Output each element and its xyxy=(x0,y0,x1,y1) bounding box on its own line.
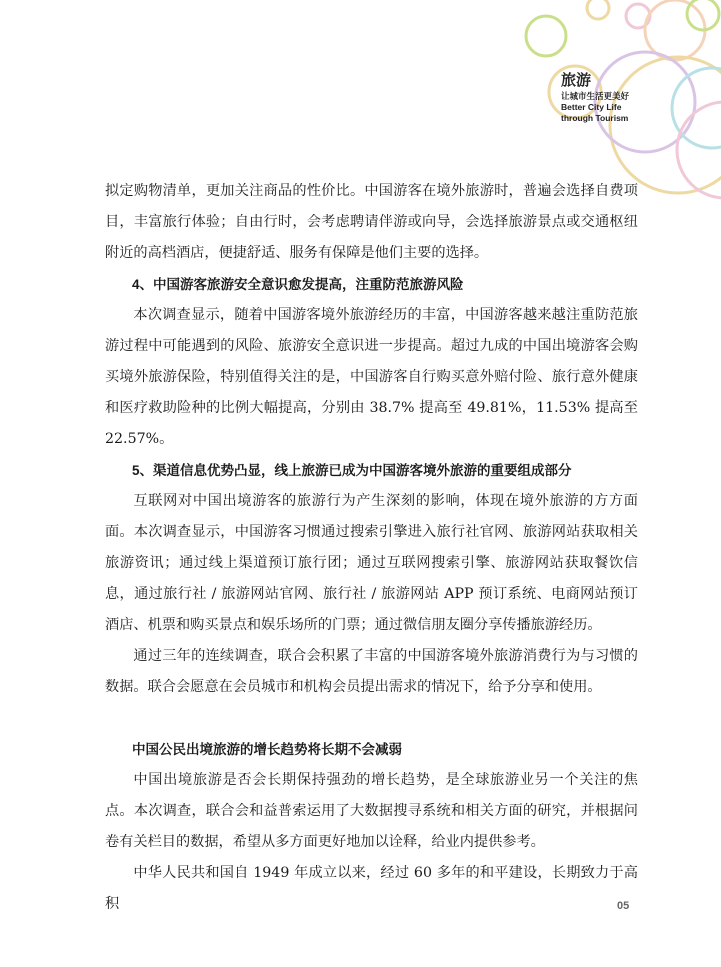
article-body xyxy=(105,176,638,920)
paragraph-survey-data: 通过三年的连续调查，联合会积累了丰富的中国游客境外旅游消费行为与习惯的数据。联合会愿意在会员城市和机构会员提出需求的情况下，给予分享和使用。 xyxy=(105,648,638,695)
brand-block xyxy=(561,72,629,124)
deco-circle-yellow-small xyxy=(587,0,609,19)
paragraph-safety: 本次调查显示，随着中国游客境外旅游经历的丰富，中国游客越来越注重防范旅游过程中可能遇到的风险、旅游安全意识进一步提高。超过九成的中国出境游客会购买境外旅游保险，特别值得关注的是，中国游客自行购买意外赔付险、旅行意外健康和医疗救助险种的比例大幅提高，分别由 38.7% 提高至 49.81%，11.53% 提高至 22.57%。 xyxy=(105,307,638,447)
brand-title: 旅游 xyxy=(561,72,592,89)
brand-english-line2: through Tourism xyxy=(561,113,629,123)
deco-circle-green xyxy=(526,16,566,56)
paragraph-prc: 中华人民共和国自 1949 年成立以来，经过 60 多年的和平建设，长期致力于高积 xyxy=(105,865,638,912)
paragraph-growth: 中国出境旅游是否会长期保持强劲的增长趋势，是全球旅游业另一个关注的焦点。本次调查，联合会和益普索运用了大数据搜寻系统和相关方面的研究，并根据问卷有关栏目的数据，希望从多方面更好地加以诠释，给业内提供参考。 xyxy=(105,772,638,850)
brand-subtitle: 让城市生活更美好 xyxy=(561,91,630,101)
section-title-growth: 中国公民出境旅游的增长趋势将长期不会减弱 xyxy=(132,742,402,757)
page-number: 05 xyxy=(617,900,630,912)
brand-english-line1: Better City Life xyxy=(561,102,622,112)
paragraph-internet: 互联网对中国出境游客的旅游行为产生深刻的影响，体现在境外旅游的方方面面。本次调查显示，中国游客习惯通过搜索引擎进入旅行社官网、旅游网站获取相关旅游资讯；通过线上渠道预订旅行团；通过互联网搜索引擎、旅游网站获取餐饮信息，通过旅行社 / 旅游网站官网、旅行社 / 旅游网站 APP 预订系统、电商网站预订酒店、机票和购买景点和娱乐场所的门票；通过微信朋友圈分享传播旅游经历。 xyxy=(105,493,638,633)
paragraph-shopping: 拟定购物清单，更加关注商品的性价比。中国游客在境外旅游时，普遍会选择自费项目，丰富旅行体验；自由行时，会考虑聘请伴游或向导，会选择旅游景点或交通枢纽附近的高档酒店，便捷舒适、服务有保障是他们主要的选择。 xyxy=(105,183,638,261)
deco-circle-green-right xyxy=(687,0,719,30)
heading-online: 5、渠道信息优势凸显，线上旅游已成为中国游客境外旅游的重要组成部分 xyxy=(132,463,572,478)
heading-safety: 4、中国游客旅游安全意识愈发提高，注重防范旅游风险 xyxy=(132,277,464,292)
